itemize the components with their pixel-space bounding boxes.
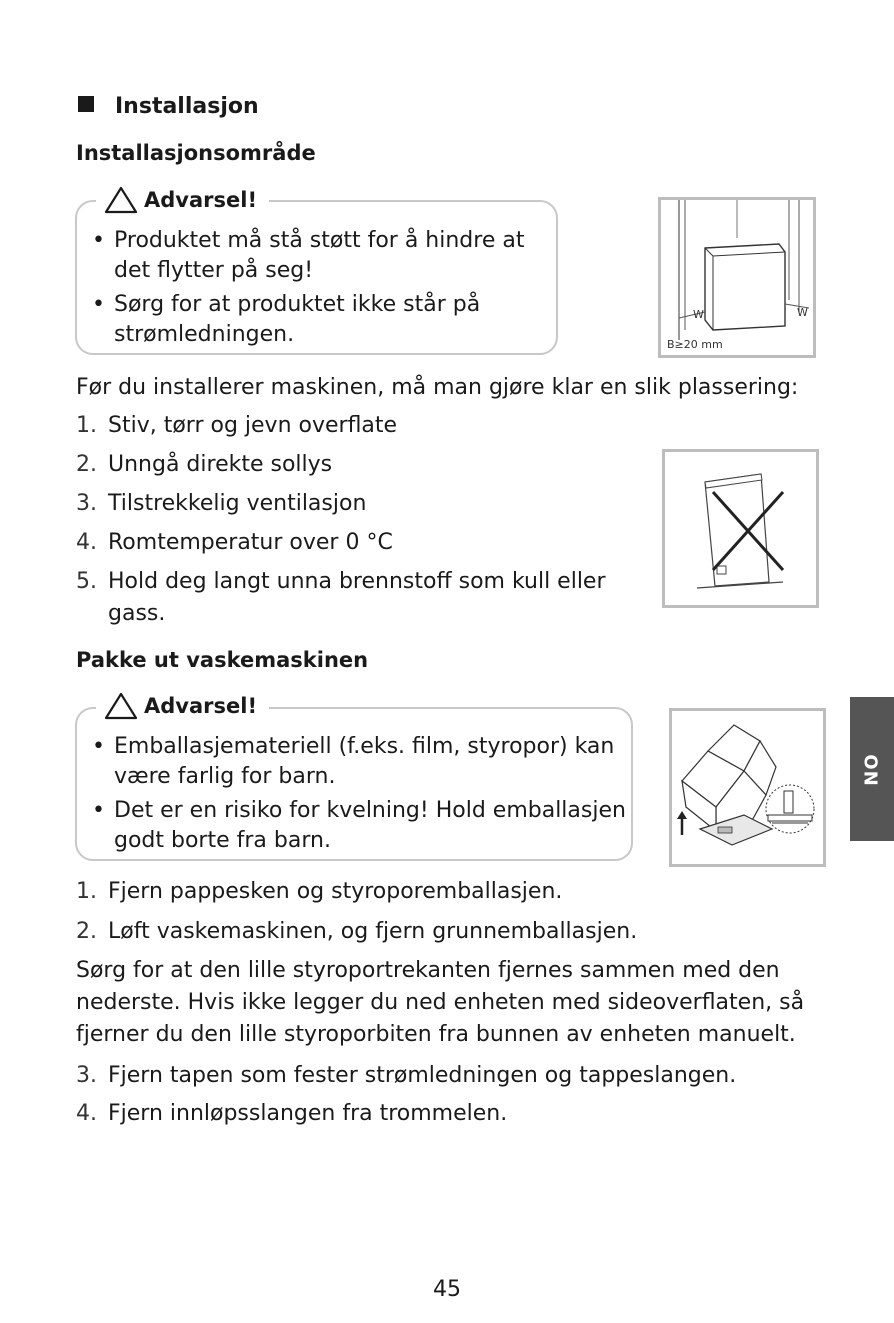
list-item: 4. Romtemperatur over 0 °C bbox=[76, 530, 393, 555]
list-item: 2. Løft vaskemaskinen, og fjern grunnemballasjen. bbox=[76, 919, 638, 944]
clearance-figure bbox=[658, 197, 816, 358]
figure-clearance-label: B≥20 mm bbox=[667, 338, 723, 351]
section-square-icon bbox=[78, 96, 94, 112]
install-area-heading: Installasjonsområde bbox=[76, 141, 316, 165]
list-item: 4. Fjern innløpsslangen fra trommelen. bbox=[76, 1101, 508, 1126]
warning-item: • Produktet må stå støtt for å hindre at det flytter på seg! bbox=[92, 228, 525, 283]
paragraph-line: fjerner du den lille styroporbiten fra bunnen av enheten manuelt. bbox=[76, 1022, 796, 1047]
placement-intro: Før du installerer maskinen, må man gjøre klar en slik plassering: bbox=[76, 375, 799, 400]
list-item: 2. Unngå direkte sollys bbox=[76, 452, 333, 477]
warning-triangle-icon bbox=[104, 692, 138, 720]
paragraph-line: nederste. Hvis ikke legger du ned enheten med sideoverflaten, så bbox=[76, 990, 805, 1015]
list-item: 1. Fjern pappesken og styroporemballasjen. bbox=[76, 879, 563, 904]
unpacking-illustration bbox=[672, 711, 823, 864]
list-item: 5. Hold deg langt unna brennstoff som kull eller bbox=[76, 569, 606, 594]
warning-header-unpack bbox=[96, 692, 269, 720]
warning-title: Advarsel! bbox=[144, 188, 258, 212]
language-side-tab bbox=[850, 697, 894, 841]
unpacking-figure bbox=[669, 708, 826, 867]
warning-header-install bbox=[96, 186, 269, 214]
tilted-machine-illustration bbox=[665, 452, 816, 605]
warning-item: • Sørg for at produktet ikke står på strømledningen. bbox=[92, 292, 481, 347]
warning-item: • Det er en risiko for kvelning! Hold emballasjen godt borte fra barn. bbox=[92, 798, 626, 853]
list-item: 3. Tilstrekkelig ventilasjon bbox=[76, 491, 367, 516]
section-title: Installasjon bbox=[115, 94, 259, 119]
unpack-heading: Pakke ut vaskemaskinen bbox=[76, 648, 369, 672]
warning-triangle-icon bbox=[104, 186, 138, 214]
list-item: 1. Stiv, tørr og jevn overflate bbox=[76, 413, 398, 438]
page-number: 45 bbox=[433, 1277, 461, 1302]
figure-w-label-left: W bbox=[693, 308, 704, 321]
list-item-continuation: gass. bbox=[108, 601, 166, 626]
list-item: 3. Fjern tapen som fester strømledningen og tappeslangen. bbox=[76, 1063, 737, 1088]
language-code: NO bbox=[861, 752, 883, 786]
clearance-illustration bbox=[661, 200, 813, 355]
warning-title: Advarsel! bbox=[144, 694, 258, 718]
uneven-surface-figure bbox=[662, 449, 819, 608]
warning-item: • Emballasjemateriell (f.eks. film, styropor) kan være farlig for barn. bbox=[92, 734, 615, 789]
paragraph-line: Sørg for at den lille styroportrekanten fjernes sammen med den bbox=[76, 958, 780, 983]
figure-w-label-right: W bbox=[797, 306, 808, 319]
